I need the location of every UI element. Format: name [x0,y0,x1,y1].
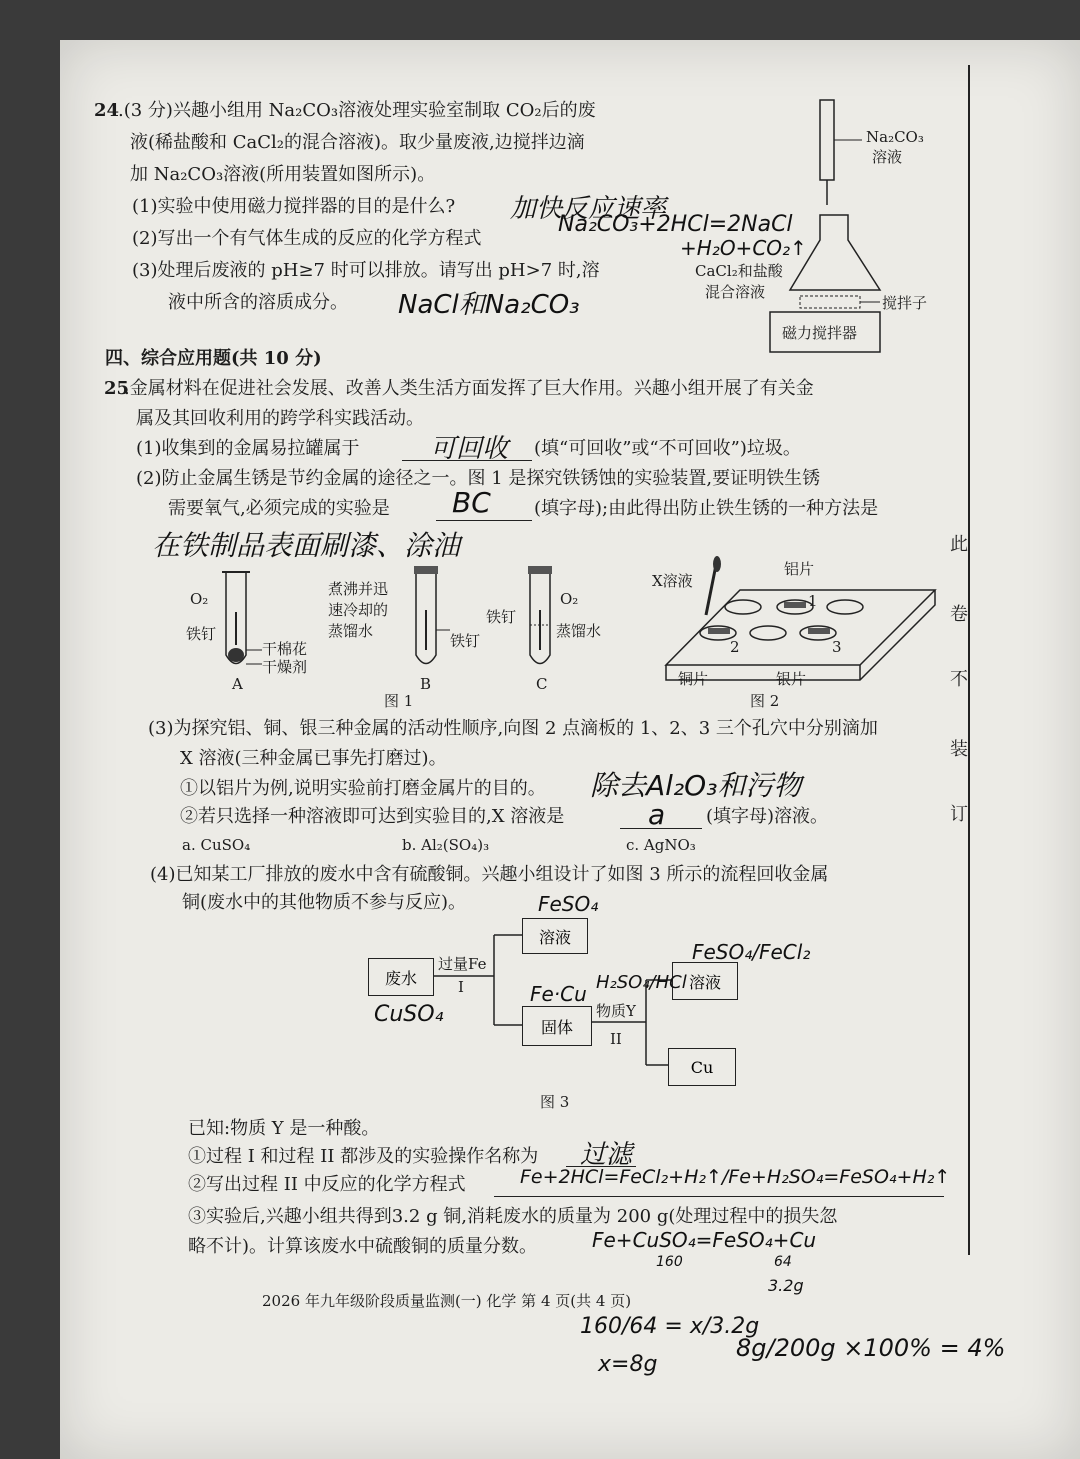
q25-sub7b: 略不计)。计算该废水中硫酸铜的质量分数。 [188,1236,538,1257]
fig2-cu-label: 铜片 [678,670,709,688]
fig3-label-fe: 过量Fe [438,955,487,973]
q25-answer7-32: 3.2g [768,1276,804,1295]
fig3-box-solution1: 溶液 [522,918,588,954]
fig1-boil3: 蒸馏水 [328,622,374,640]
q24-sub1: (1)实验中使用磁力搅拌器的目的是什么? [132,196,456,217]
q25-sub3e: (填字母)溶液。 [706,806,829,827]
fig1-nail-b: 铁钉 [450,632,481,650]
fig3-hw-fecu: Fe·Cu [530,982,587,1006]
q24-sub3a: (3)处理后废液的 pH≥7 时可以排放。请写出 pH>7 时,溶 [132,260,600,281]
q24-answer1: 加快反应速率 [510,194,667,224]
fig1-boil1: 煮沸并迅 [328,580,389,598]
q25-sub6: ②写出过程 II 中反应的化学方程式 [188,1174,466,1195]
q25-option-b: b. Al₂(SO₄)₃ [402,836,490,854]
side-char-1: 此 [950,534,968,555]
section4-heading: 四、综合应用题(共 10 分) [105,348,322,369]
fig2-al-label: 铝片 [784,560,815,578]
fig1-label-a: A [232,675,243,693]
calc-x-value: x=8g [598,1352,658,1377]
fig-mix-label1: CaCl₂和盐酸 [695,262,783,280]
fig-na2co3-label: Na₂CO₃ [866,128,924,146]
fig3-hw-cuso4: CuSO₄ [374,1002,444,1027]
fig1-water: 蒸馏水 [556,622,602,640]
fig3-hw-feso4: FeSO₄ [538,892,599,916]
fig1-boil2: 速冷却的 [328,601,389,619]
fig2-hole1: 1 [808,592,818,610]
q25-answer2b: 在铁制品表面刷漆、涂油 [152,529,461,562]
q25-sub1a: (1)收集到的金属易拉罐属于 [136,438,360,459]
q25-answer7-64: 64 [774,1254,792,1270]
q25-answer3d: a [648,798,666,831]
fig1-label-b: B [420,675,432,693]
fig2-hole2: 2 [730,638,740,656]
fig3-box-waste: 废水 [368,958,434,996]
q25-sub5: ①过程 I 和过程 II 都涉及的实验操作名称为 [188,1146,539,1167]
fig3-box-solid: 固体 [522,1006,592,1046]
q25-sub4b: 铜(废水中的其他物质不参与反应)。 [182,892,467,913]
q25-sub7a: ③实验后,兴趣小组共得到3.2 g 铜,消耗废水的质量为 200 g(处理过程中的损失忽 [188,1206,838,1227]
q24-line1: .(3 分)兴趣小组用 Na₂CO₃溶液处理实验室制取 CO₂后的废 [118,100,596,121]
fig1-nail-c: 铁钉 [486,608,517,626]
fig1-dry: 干燥剂 [262,658,308,676]
q25-sub2b: 需要氧气,必须完成的实验是 [168,498,390,519]
page-footer: 2026 年九年级阶段质量监测(一) 化学 第 4 页(共 4 页) [262,1292,632,1310]
q25-sub3d: ②若只选择一种溶液即可达到实验目的,X 溶液是 [180,806,565,827]
fig2-hole3: 3 [832,638,842,656]
fig1-label-c: C [536,675,548,693]
fig3-caption: 图 3 [540,1093,570,1111]
q25-sub4a: (4)已知某工厂排放的废水中含有硫酸铜。兴趣小组设计了如图 3 所示的流程回收金属 [150,864,829,885]
q25-sub3b: X 溶液(三种金属已事先打磨过)。 [180,748,447,769]
fig2-x-solution: X溶液 [652,572,693,590]
side-char-3: 不 [950,669,968,690]
fig3-box-solution2: 溶液 [672,962,738,1000]
q25-sub3a: (3)为探究铝、铜、银三种金属的活动性顺序,向图 2 点滴板的 1、2、3 三个孔穴中分别滴加 [148,718,878,739]
q25-answer7a: Fe+CuSO₄=FeSO₄+Cu [592,1228,817,1252]
q24-answer3: NaCl和Na₂CO₃ [398,290,580,320]
fig-stirbar-label: 搅拌子 [882,294,928,312]
q25-option-c: c. AgNO₃ [626,836,696,854]
fig-solution-label: 溶液 [872,148,903,166]
fig3-hw-solution2: FeSO₄/FeCl₂ [692,940,811,964]
fig1-o2-a: O₂ [190,590,209,608]
q24-sub2: (2)写出一个有气体生成的反应的化学方程式 [132,228,482,249]
fig1-cotton: 干棉花 [262,640,308,658]
calc-percentage: 8g/200g ×100% = 4% [736,1334,1006,1362]
fig1-caption: 图 1 [384,692,414,710]
q25-answer2a: BC [452,486,491,519]
q25-answer7-160: 160 [656,1254,683,1270]
q25-sub2a: (2)防止金属生锈是节约金属的途径之一。图 1 是探究铁锈蚀的实验装置,要证明铁生锈 [136,468,821,489]
fig1-nail-a: 铁钉 [186,625,217,643]
q25-sub1b: (填“可回收”或“不可回收”)垃圾。 [534,438,801,459]
q24-line2: 液(稀盐酸和 CaCl₂的混合溶液)。取少量废液,边搅拌边滴 [130,132,585,153]
fig-stirrer-label: 磁力搅拌器 [782,324,858,342]
q25-answer5: 过滤 [580,1140,633,1170]
q25-line2: 属及其回收利用的跨学科实践活动。 [136,408,424,429]
fig2-ag-label: 银片 [776,670,807,688]
fig2-caption: 图 2 [750,692,780,710]
q25-option-a: a. CuSO₄ [182,836,251,854]
calc-proportion: 160/64 = x/3.2g [580,1314,760,1339]
q25-answer3c: 除去Al₂O₃和污物 [590,769,802,802]
fig1-o2-c: O₂ [560,590,579,608]
q24-sub3b: 液中所含的溶质成分。 [168,292,348,313]
q25-blank6 [494,1196,944,1197]
fig3-hw-acid: H₂SO₄/HCl [596,972,687,993]
q25-line1: .金属材料在促进社会发展、改善人类生活方面发挥了巨大作用。兴趣小组开展了有关金 [124,378,814,399]
fig3-label-step2: II [610,1030,622,1048]
q25-sub3c: ①以铝片为例,说明实验前打磨金属片的目的。 [180,778,546,799]
q25-answer6: Fe+2HCl=FeCl₂+H₂↑/Fe+H₂SO₄=FeSO₄+H₂↑ [520,1166,951,1188]
fig3-label-y: 物质Y [596,1002,636,1020]
fig3-box-cu: Cu [668,1048,736,1086]
fig3-label-step1: I [458,978,464,996]
q25-sub2c: (填字母);由此得出防止铁生锈的一种方法是 [534,498,879,519]
q25-known: 已知:物质 Y 是一种酸。 [188,1118,380,1139]
q25-number: 25 [104,378,130,399]
q24-number: 24 [94,100,120,121]
fig-mix-label2: 混合溶液 [705,283,766,301]
q25-answer1: 可回收 [430,434,509,464]
side-char-2: 卷 [950,604,968,625]
q24-answer2a: Na₂CO₃+2HCl=2NaCl [558,212,793,237]
side-char-5: 订 [950,804,968,825]
q24-answer2b: +H₂O+CO₂↑ [680,236,807,260]
side-char-4: 装 [950,739,968,760]
q24-line3: 加 Na₂CO₃溶液(所用装置如图所示)。 [130,164,436,185]
